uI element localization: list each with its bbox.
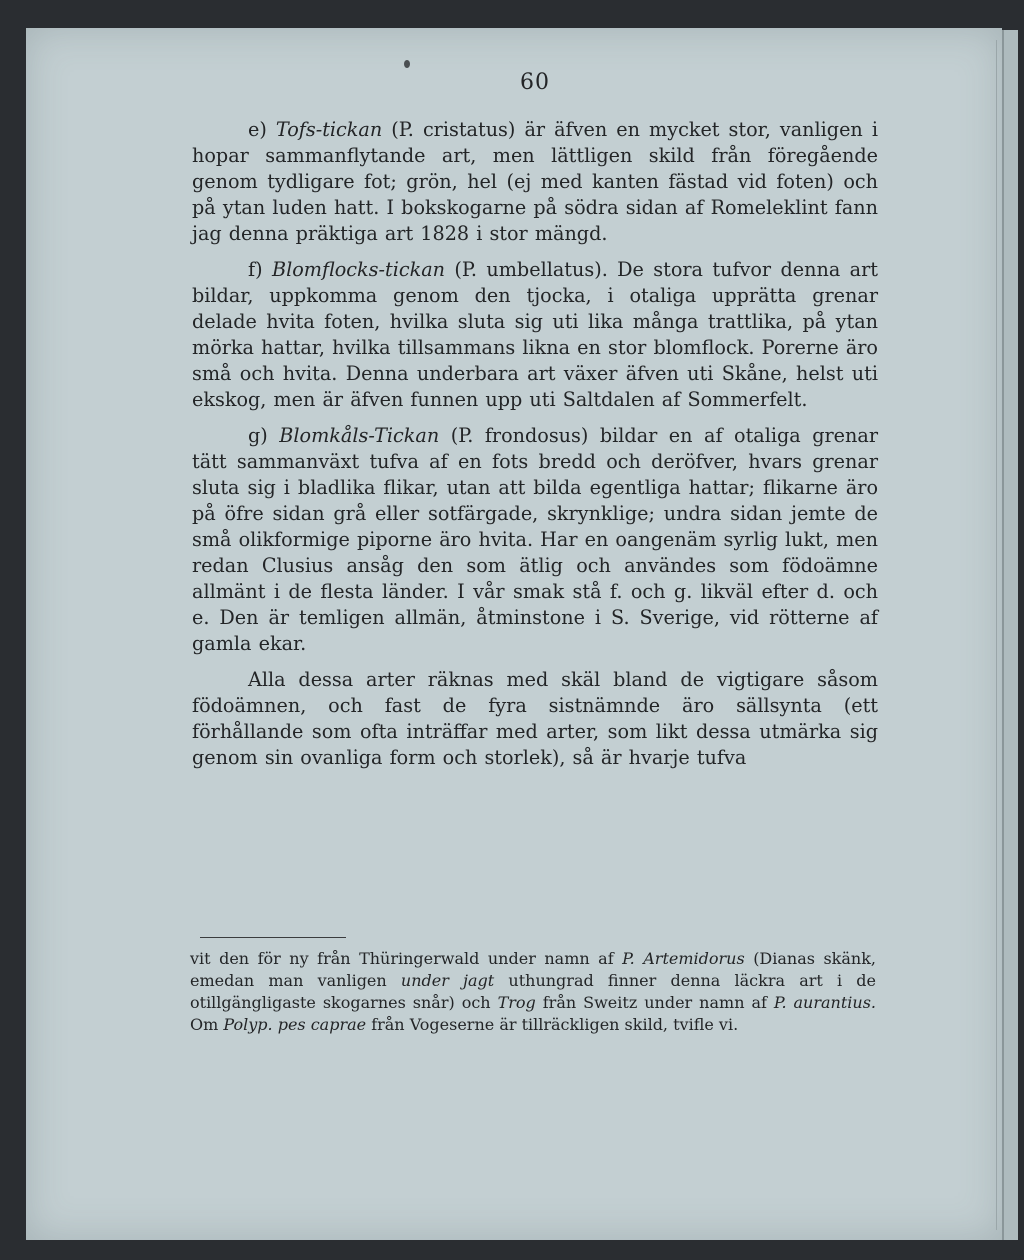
footnote-species: P. aurantius. [773, 993, 876, 1012]
footnote [190, 948, 876, 1036]
page-gutter [996, 40, 997, 1230]
footnote-text: från Vogeserne är tillräckligen skild, tvifle vi. [366, 1015, 739, 1034]
next-page-edge [1002, 30, 1018, 1240]
footnote-text: vit den för ny från Thüringerwald under namn af [190, 949, 623, 968]
footnote-species: Polyp. pes caprae [223, 1015, 367, 1034]
footnote-author: Trog [497, 993, 536, 1012]
paragraph-body: (P. umbellatus). De stora tufvor denna art bildar, uppkomma genom den tjocka, i otaliga upprätta grenar delade hvita foten, hvilka sluta sig uti lika många trattlika, på ytan mörka hattar, hvilka tillsammans likna en stor blomflock. Porerne äro små och hvita. Denna underbara art växer äfven uti Skåne, helst uti ekskog, men är äfven funnen upp uti Saltdalen af Sommerfelt. [192, 258, 878, 411]
paragraph-label: g) [248, 424, 268, 447]
paragraph-body: (P. cristatus) är äfven en mycket stor, vanligen i hopar sammanflytande art, men lättligen skild från föregående genom tydligare fot; grön, hel (ej med kanten fästad vid foten) och på ytan luden hatt. I bokskogarne på södra sidan af Romeleklint fann jag denna präktiga art 1828 i stor mängd. [192, 118, 878, 245]
paragraph-body: (P. frondosus) bildar en af otaliga grenar tätt sammanväxt tufva af en fots bredd och deröfver, hvars grenar sluta sig i bladlika flikar, utan att bilda egentliga hattar; flikarne äro på öfre sidan grå eller sotfärgade, skrynklige; undra sidan jemte de små olikformige piporne äro hvita. Har en oangenäm syrlig lukt, men redan Clusius ansåg den som ätlig och användes som födoämne allmänt i de flesta länder. I vår smak stå f. och g. likväl efter d. och e. Den är temligen allmän, åtminstone i S. Sverige, vid rötterne af gamla ekar. [192, 424, 878, 655]
page-text [192, 60, 878, 781]
footnote-text: (Dianas skänk, emedan man vanligen [190, 949, 877, 990]
paragraph-summary [192, 667, 878, 771]
footnote-text: Om [190, 1015, 224, 1034]
paragraph-body: Alla dessa arter räknas med skäl bland de vigtigare såsom födoämnen, och fast de fyra sistnämnde äro sällsynta (ett förhållande som ofta inträffar med arter, som likt dessa utmärka sig genom sin ovanliga form och storlek), så är hvarje tufva [192, 668, 878, 769]
page-number: 60 [520, 70, 550, 95]
paragraph-f [192, 257, 878, 413]
species-title: Blomflocks-tickan [271, 258, 446, 281]
footnote-species: P. Artemidorus [622, 949, 745, 968]
paragraph-label: f) [248, 258, 263, 281]
footnote-emphasis: under jagt [400, 971, 495, 990]
paragraph-label: e) [248, 118, 267, 141]
footnote-rule [200, 937, 346, 938]
footnote-text: från Sweitz under namn af [535, 993, 774, 1012]
species-title: Blomkåls-Tickan [279, 424, 440, 447]
species-title: Tofs-tickan [275, 118, 383, 141]
footnote-text: uthungrad finner denna läckra art i de otillgängligaste skogarnes snår) och [190, 971, 876, 1012]
paragraph-g [192, 423, 878, 657]
ink-spot [404, 60, 410, 68]
paragraph-e [192, 117, 878, 247]
